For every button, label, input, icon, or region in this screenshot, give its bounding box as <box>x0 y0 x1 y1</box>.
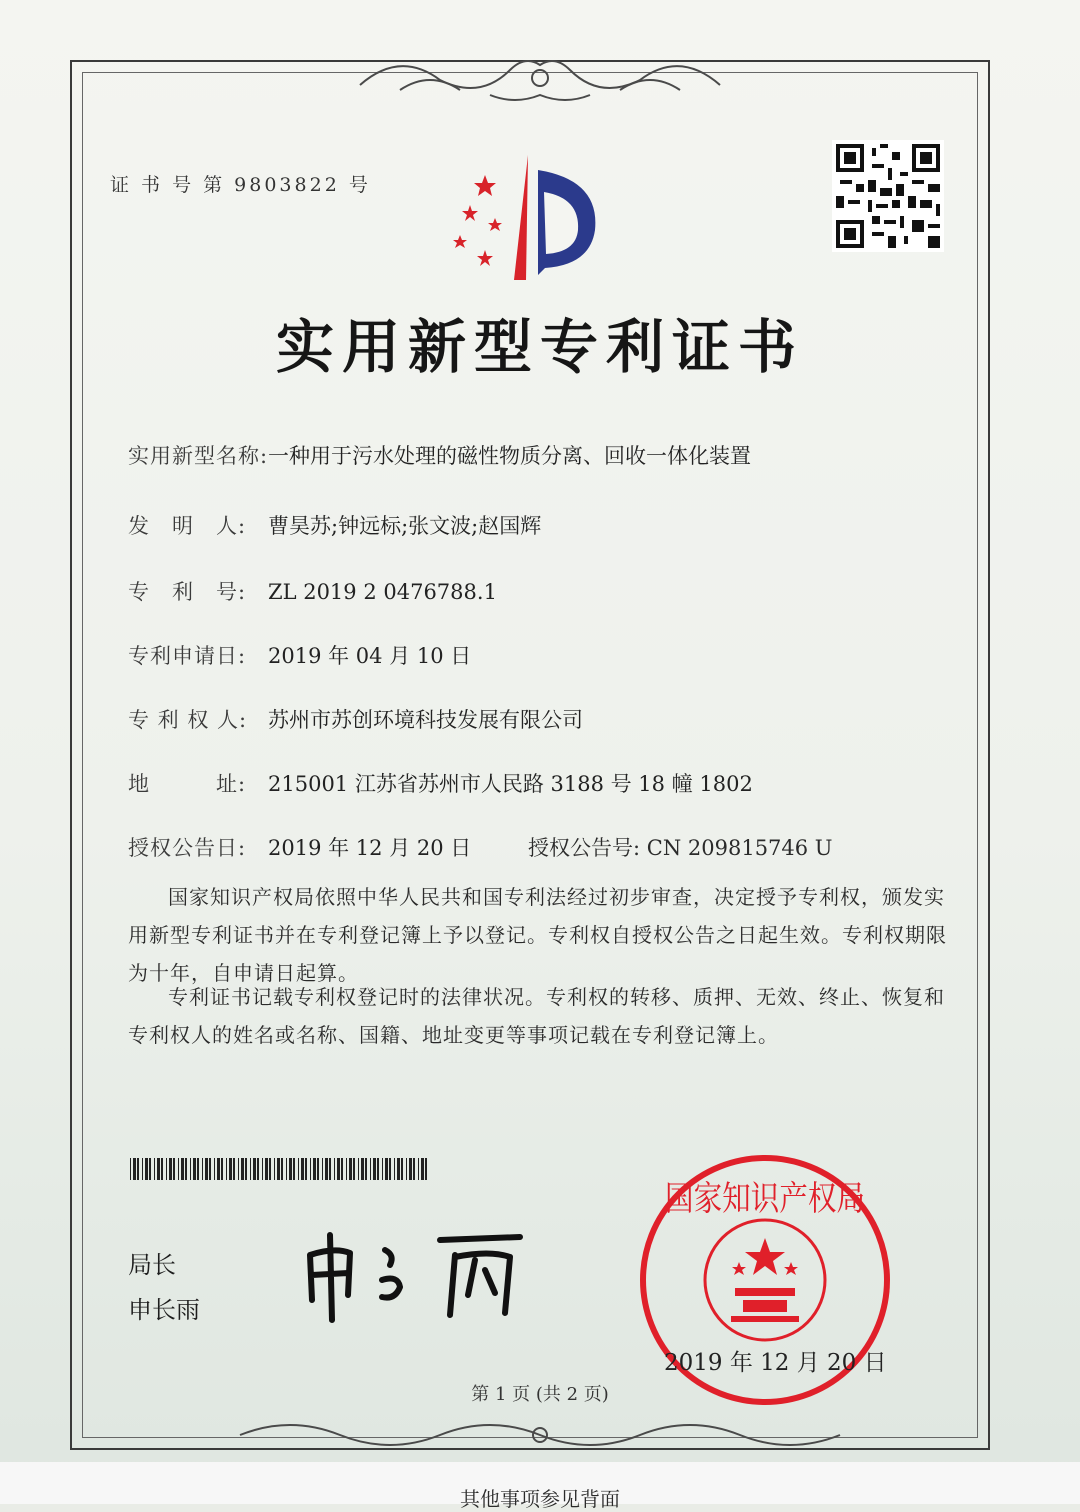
field-grant-no-value: CN 209815746 U <box>646 836 833 860</box>
field-name <box>128 440 751 470</box>
field-name-value: 一种用于污水处理的磁性物质分离、回收一体化装置 <box>268 444 751 468</box>
certificate-title: 实用新型专利证书 <box>275 313 804 381</box>
field-address <box>128 768 753 798</box>
field-inventor <box>128 510 541 540</box>
field-patent-no <box>128 576 497 606</box>
director-title: 局长 <box>128 1251 176 1279</box>
field-patentee-label: 专 利 权 人: <box>128 708 248 732</box>
bottom-ornament <box>230 1410 850 1460</box>
field-filing-date-label: 专利申请日: <box>128 644 247 668</box>
field-patentee <box>128 704 583 734</box>
field-grant-date-label: 授权公告日: <box>128 836 247 860</box>
field-inventor-label: 发 明 人: <box>128 514 247 538</box>
field-address-value: 215001 江苏省苏州市人民路 3188 号 18 幢 1802 <box>268 772 753 796</box>
footer-note: 其他事项参见背面 <box>460 1487 620 1511</box>
director-name: 申长雨 <box>128 1296 200 1324</box>
field-patent-no-label: 专 利 号: <box>128 580 247 604</box>
field-grant-date <box>128 832 471 862</box>
field-inventor-value: 曹昊苏;钟远标;张文波;赵国辉 <box>268 514 542 538</box>
barcode <box>130 1158 430 1180</box>
field-patentee-value: 苏州市苏创环境科技发展有限公司 <box>268 708 583 732</box>
field-filing-date <box>128 640 471 670</box>
seal-text: 国家知识产权局 <box>665 1179 865 1219</box>
top-ornament <box>340 40 740 110</box>
certificate-number: 证 书 号 第 9803822 号 <box>110 174 371 196</box>
paragraph-2: 专利证书记载专利权登记时的法律状况。专利权的转移、质押、无效、终止、恢复和专利权人的姓名或名称、国籍、地址变更等事项记载在专利登记簿上。 <box>128 985 945 1047</box>
director-signature <box>290 1225 540 1325</box>
qr-code <box>832 140 944 252</box>
patent-office-logo <box>440 150 610 290</box>
field-name-label: 实用新型名称: <box>128 444 269 468</box>
field-grant-date-value: 2019 年 12 月 20 日 <box>268 836 472 860</box>
field-address-label: 地 址: <box>128 772 247 796</box>
seal-date: 2019 年 12 月 20 日 <box>664 1350 887 1376</box>
field-grant-no-label: 授权公告号: <box>528 836 641 860</box>
field-patent-no-value: ZL 2019 2 0476788.1 <box>268 580 497 604</box>
field-grant-no <box>528 832 833 862</box>
field-filing-date-value: 2019 年 04 月 10 日 <box>268 644 472 668</box>
paragraph-1: 国家知识产权局依照中华人民共和国专利法经过初步审查，决定授予专利权，颁发实用新型专利证书并在专利登记簿上予以登记。专利权自授权公告之日起生效。专利权期限为十年，自申请日起算。 <box>128 885 947 985</box>
page-number: 第 1 页 (共 2 页) <box>471 1384 609 1405</box>
